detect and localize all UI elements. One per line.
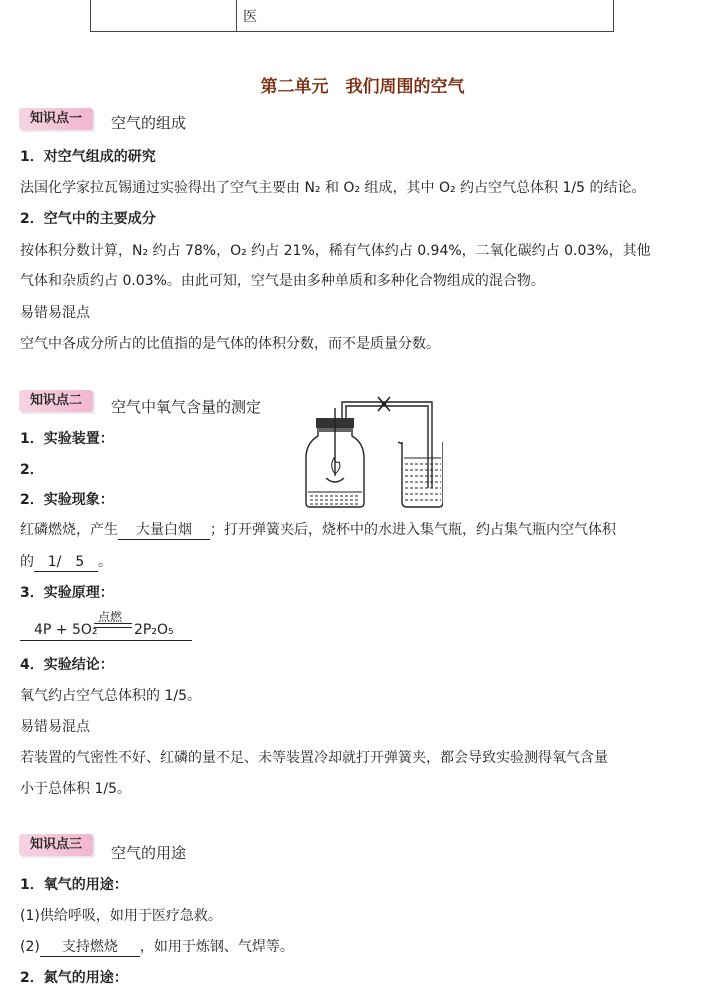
- kp2-phenomenon-line-a: [20, 519, 616, 540]
- kp2-heading-1b: 2．: [20, 462, 44, 478]
- kp1-paragraph-2a: 按体积分数计算，N₂ 约占 78%，O₂ 约占 21%，稀有气体约占 0.94%，二氧化碳约占 0.03%，其他: [20, 243, 651, 259]
- kp2-heading-2: 2．实验现象：: [20, 492, 114, 508]
- kp1-title: 空气的组成: [111, 114, 187, 132]
- kp3-heading-1: 1．氧气的用途：: [20, 877, 128, 893]
- kp2-blank-fraction: 1/ 5: [34, 551, 98, 572]
- kp3-badge: 知识点三: [19, 834, 93, 856]
- kp2-badge: 知识点二: [19, 390, 93, 412]
- kp3-paragraph-2: [20, 936, 294, 957]
- kp2-title: 空气中氧气含量的测定: [111, 398, 262, 416]
- kp3-heading-2: 2．氮气的用途：: [20, 970, 128, 986]
- kp2-phenomenon-post: ；打开弹簧夹后，烧杯中的水进入集气瓶，约占集气瓶内空气体积: [210, 522, 616, 538]
- kp2-heading-4: 4．实验结论：: [20, 657, 114, 673]
- kp2-phenomenon-pre: 红磷燃烧，产生: [20, 522, 118, 538]
- kp1-paragraph-2b: 气体和杂质约占 0.03%。由此可知，空气是由多种单质和多种化合物组成的混合物。: [20, 273, 545, 289]
- kp3-blank-support-combustion: 支持燃烧: [40, 936, 140, 957]
- kp1-badge: 知识点一: [19, 108, 93, 130]
- kp1-heading-2: 2．空气中的主要成分: [20, 211, 156, 227]
- unit-title: 第二单元 我们周围的空气: [260, 77, 465, 97]
- kp2-fraction-pre: 的: [20, 554, 34, 570]
- kp1-paragraph-1: 法国化学家拉瓦锡通过实验得出了空气主要由 N₂ 和 O₂ 组成，其中 O₂ 约占空气总体积 1/5 的结论。: [20, 180, 646, 196]
- kp2-equation: [20, 610, 192, 641]
- kp3-title: 空气的用途: [111, 844, 187, 862]
- experiment-apparatus-illustration: [298, 388, 443, 513]
- kp2-fraction-post: 。: [98, 554, 112, 570]
- kp2-equation-right: 2P₂O₅: [134, 622, 174, 638]
- table-fragment: [90, 0, 614, 32]
- kp1-mistake-text: 空气中各成分所占的比值指的是气体的体积分数，而不是质量分数。: [20, 336, 440, 352]
- kp2-conclusion: 氧气约占空气总体积的 1/5。: [20, 688, 201, 704]
- kp2-equation-arrow-bar-1: [94, 623, 132, 624]
- kp2-heading-1: 1．实验装置：: [20, 431, 114, 447]
- kp3-paragraph-1: (1)供给呼吸，如用于医疗急救。: [20, 908, 222, 924]
- kp2-phenomenon-line-b: [20, 551, 112, 572]
- kp2-equation-condition: 点燃: [98, 610, 123, 624]
- kp2-heading-3: 3．实验原理：: [20, 585, 114, 601]
- kp2-equation-left: 4P + 5O₂: [34, 622, 98, 638]
- kp2-mistake-line-a: 若装置的气密性不好、红磷的量不足、未等装置冷却就打开弹簧夹，都会导致实验测得氧气含量: [20, 750, 608, 766]
- kp3-item-2-text: ，如用于炼钢、气焊等。: [139, 939, 294, 955]
- kp2-mistake-label: 易错易混点: [20, 719, 90, 735]
- kp1-mistake-label: 易错易混点: [20, 305, 90, 321]
- kp2-equation-arrow-bar-2: [94, 627, 132, 628]
- kp2-mistake-line-b: 小于总体积 1/5。: [20, 781, 131, 797]
- kp3-item-2-number: (2): [20, 939, 40, 955]
- kp1-heading-1: 1．对空气组成的研究: [20, 149, 156, 165]
- table-cell-text: 医: [243, 9, 257, 25]
- table-divider: [236, 0, 237, 31]
- kp2-blank-white-smoke: 大量白烟: [118, 519, 210, 540]
